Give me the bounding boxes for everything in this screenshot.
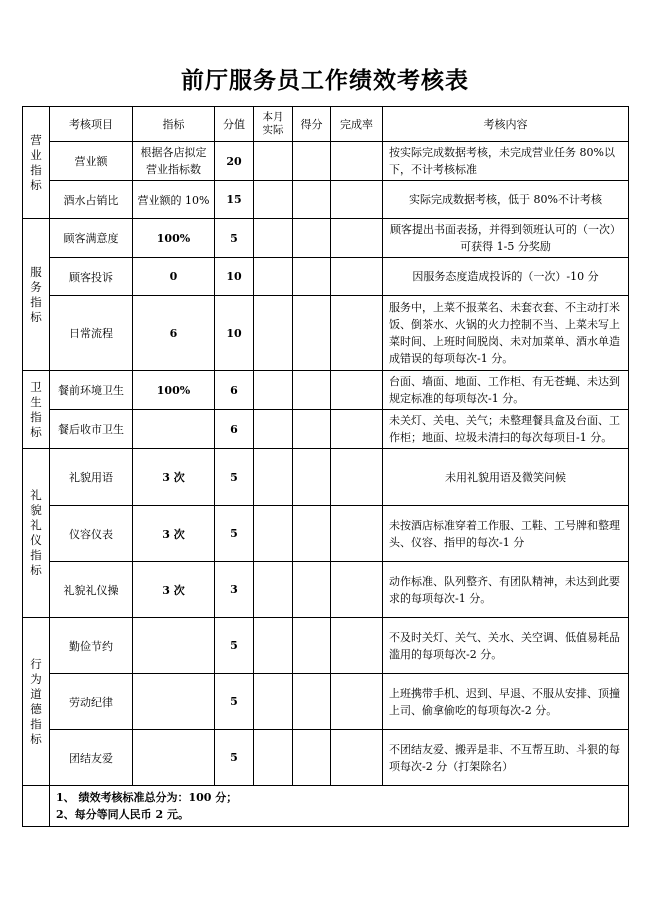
row-completion[interactable] [331,258,383,296]
page-title: 前厅服务员工作绩效考核表 [181,68,469,94]
row-item: 勤俭节约 [50,618,133,674]
header-content: 考核内容 [383,107,629,142]
row-actual[interactable] [254,296,293,371]
row-actual[interactable] [254,674,293,730]
row-completion[interactable] [331,506,383,562]
row-indicator: 3 次 [133,506,215,562]
row-item: 酒水占销比 [50,181,133,219]
row-item: 餐后收市卫生 [50,410,133,449]
row-content: 未按酒店标准穿着工作服、工鞋、工号牌和整理头、仪容、指甲的每次-1 分 [383,506,629,562]
appraisal-table [22,106,629,827]
notes-spacer [23,786,50,827]
row-obtained[interactable] [293,674,331,730]
notes-cell [50,786,629,827]
category-etiquette: 礼貌礼仪指标 [23,449,50,618]
row-score: 6 [215,371,254,410]
row-content: 因服务态度造成投诉的（一次）-10 分 [383,258,629,296]
row-score: 5 [215,730,254,786]
row-indicator [133,618,215,674]
row-completion[interactable] [331,674,383,730]
row-item: 团结友爱 [50,730,133,786]
row-indicator: 3 次 [133,449,215,506]
row-content: 不团结友爱、搬弄是非、不互帮互助、斗狠的每项每次-2 分（打架除名） [383,730,629,786]
note-line: 2、每分等同人民币 2 元。 [56,808,189,821]
row-obtained[interactable] [293,258,331,296]
row-indicator: 根据各店拟定营业指标数 [133,142,215,181]
header-obtained: 得分 [293,107,331,142]
table-row [23,258,629,296]
row-actual[interactable] [254,562,293,618]
row-indicator: 营业额的 10% [133,181,215,219]
category-sales: 营业指标 [23,107,50,219]
row-item: 劳动纪律 [50,674,133,730]
row-score: 15 [215,181,254,219]
row-obtained[interactable] [293,219,331,258]
row-content: 台面、墙面、地面、工作柜、有无苍蝇、未达到规定标准的每项每次-1 分。 [383,371,629,410]
table-row [23,410,629,449]
row-content: 实际完成数据考核，低于 80%不计考核 [383,181,629,219]
row-completion[interactable] [331,142,383,181]
row-score: 5 [215,219,254,258]
row-item: 礼貌用语 [50,449,133,506]
row-obtained[interactable] [293,371,331,410]
row-actual[interactable] [254,181,293,219]
row-indicator: 3 次 [133,562,215,618]
row-actual[interactable] [254,730,293,786]
table-row [23,562,629,618]
row-score: 5 [215,618,254,674]
notes-row [23,786,629,827]
row-completion[interactable] [331,219,383,258]
row-score: 3 [215,562,254,618]
row-indicator: 6 [133,296,215,371]
row-score: 5 [215,506,254,562]
row-completion[interactable] [331,410,383,449]
row-actual[interactable] [254,618,293,674]
row-score: 5 [215,674,254,730]
table-row [23,449,629,506]
row-score: 6 [215,410,254,449]
header-completion: 完成率 [331,107,383,142]
row-actual[interactable] [254,410,293,449]
row-actual[interactable] [254,142,293,181]
row-actual[interactable] [254,506,293,562]
row-item: 日常流程 [50,296,133,371]
category-hygiene: 卫生指标 [23,371,50,449]
row-item: 仪容仪表 [50,506,133,562]
row-completion[interactable] [331,371,383,410]
header-score: 分值 [215,107,254,142]
row-obtained[interactable] [293,730,331,786]
table-row [23,142,629,181]
row-content: 未用礼貌用语及微笑问候 [383,449,629,506]
row-content: 服务中，上菜不报菜名、未套衣套、不主动打米饭、倒茶水、火锅的火力控制不当、上菜未写上菜时间、上班时间脱岗、未对加菜单、酒水单造成错误的每项每次-1 分。 [383,296,629,371]
row-indicator [133,410,215,449]
row-content: 动作标准、队列整齐、有团队精神，未达到此要求的每项每次-1 分。 [383,562,629,618]
row-obtained[interactable] [293,181,331,219]
row-content: 顾客提出书面表扬，并得到领班认可的（一次）可获得 1-5 分奖励 [383,219,629,258]
row-score: 20 [215,142,254,181]
row-obtained[interactable] [293,562,331,618]
row-obtained[interactable] [293,142,331,181]
row-completion[interactable] [331,618,383,674]
table-row [23,730,629,786]
row-item: 礼貌礼仪操 [50,562,133,618]
row-indicator: 100% [133,219,215,258]
row-obtained[interactable] [293,296,331,371]
row-completion[interactable] [331,562,383,618]
row-item: 餐前环境卫生 [50,371,133,410]
row-obtained[interactable] [293,410,331,449]
row-indicator: 100% [133,371,215,410]
header-item: 考核项目 [50,107,133,142]
table-row [23,371,629,410]
category-service: 服务指标 [23,219,50,371]
row-content: 不及时关灯、关气、关水、关空调、低值易耗品滥用的每项每次-2 分。 [383,618,629,674]
row-item: 顾客投诉 [50,258,133,296]
category-conduct: 行为道德指标 [23,618,50,786]
header-indicator: 指标 [133,107,215,142]
row-indicator: 0 [133,258,215,296]
row-content: 未关灯、关电、关气；未整理餐具盒及台面、工作柜；地面、垃圾未清扫的每次每项目-1 分。 [383,410,629,449]
row-score: 5 [215,449,254,506]
row-completion[interactable] [331,449,383,506]
row-actual[interactable] [254,449,293,506]
note-line: 1、 绩效考核标准总分为：100 分； [56,791,238,804]
row-obtained[interactable] [293,449,331,506]
row-content: 按实际完成数据考核，未完成营业任务 80%以下，不计考核标准 [383,142,629,181]
row-completion[interactable] [331,730,383,786]
row-completion[interactable] [331,296,383,371]
row-score: 10 [215,296,254,371]
row-actual[interactable] [254,371,293,410]
row-actual[interactable] [254,258,293,296]
table-row [23,296,629,371]
table-row [23,219,629,258]
table-row [23,506,629,562]
table-row [23,181,629,219]
row-obtained[interactable] [293,618,331,674]
row-content: 上班携带手机、迟到、早退、不服从安排、顶撞上司、偷拿偷吃的每项每次-2 分。 [383,674,629,730]
row-completion[interactable] [331,181,383,219]
table-row [23,674,629,730]
row-obtained[interactable] [293,506,331,562]
row-actual[interactable] [254,219,293,258]
header-actual: 本月实际 [254,107,293,142]
row-item: 顾客满意度 [50,219,133,258]
table-row [23,618,629,674]
row-indicator [133,674,215,730]
row-score: 10 [215,258,254,296]
row-item: 营业额 [50,142,133,181]
row-indicator [133,730,215,786]
